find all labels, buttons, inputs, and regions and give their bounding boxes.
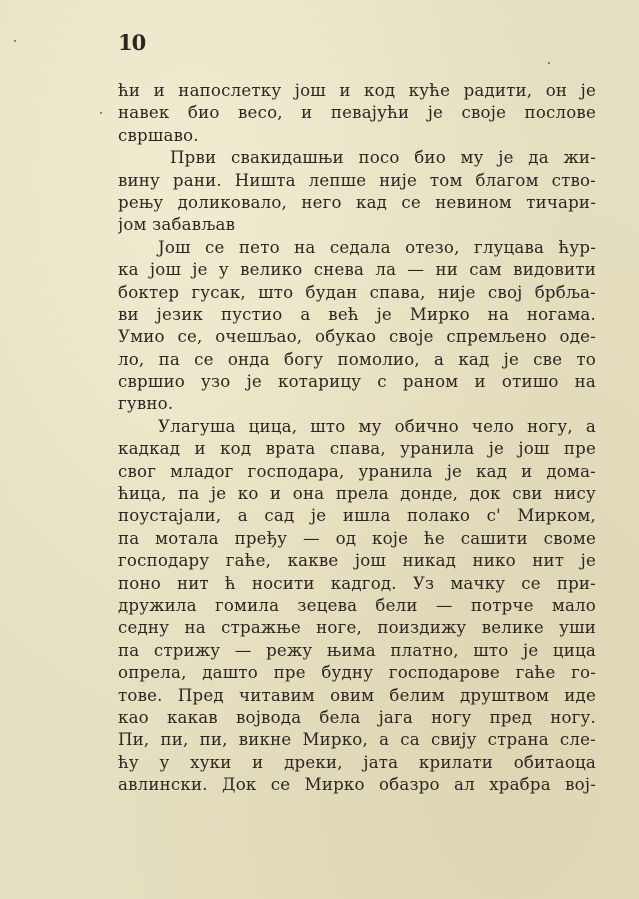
text-line: гувно. bbox=[118, 394, 174, 414]
text-line: свог младог господара, уранила је кад и дома- bbox=[118, 461, 596, 481]
text-line: опрела, дашто пре будну господарове гаће го- bbox=[118, 663, 596, 683]
text-line: седну на стражње ноге, поиздижу велике уши bbox=[118, 618, 596, 638]
text-line: тове. Пред читавим овим белим друштвом иде bbox=[118, 685, 596, 705]
text-line: Умио се, очешљао, обукао своје спремљено оде- bbox=[118, 327, 596, 347]
body-text bbox=[118, 80, 596, 797]
text-line: ћу у хуки и дреки, јата крилати обитаоца bbox=[118, 752, 596, 772]
text-line: ло, па се онда богу помолио, а кад је све то bbox=[118, 349, 596, 369]
text-line: па стрижу — режу њима платно, што је цица bbox=[118, 640, 596, 660]
text-line: боктер гусак, што будан спава, није свој брбља- bbox=[118, 282, 596, 302]
text-line: свршаво. bbox=[118, 125, 199, 145]
text-line: поно нит ћ носити кадгод. Уз мачку се при- bbox=[118, 573, 596, 593]
paragraph-first-line: Улагуша цица, што му обично чело ногу, а bbox=[158, 416, 596, 436]
paper-speck bbox=[14, 40, 16, 42]
text-line: Пи, пи, пи, викне Мирко, а са свију страна сле- bbox=[118, 730, 596, 750]
text-line: ћи и напослетку још и код куће радити, он је bbox=[118, 81, 596, 100]
page-number: 10 bbox=[118, 30, 146, 55]
text-line: као какав војвода бела јага ногу пред ногу. bbox=[118, 707, 596, 727]
text-line: навек био весо, и певајући је своје послове bbox=[118, 103, 596, 123]
text-line: ви језик пустио а већ је Мирко на ногама. bbox=[118, 304, 596, 324]
text-line: кадкад и код врата спава, уранила је још пре bbox=[118, 439, 596, 459]
text-line: авлински. Док се Мирко обазро ал храбра вој- bbox=[118, 775, 596, 795]
text-line: поустајали, а сад је ишла полако с' Мирком, bbox=[118, 506, 596, 526]
text-line: господару гаће, какве још никад нико нит је bbox=[118, 551, 596, 571]
text-line: дружила гомила зецева бели — потрче мало bbox=[118, 595, 596, 615]
text-line: вину рани. Ништа лепше није том благом ство- bbox=[118, 170, 596, 190]
paragraph-first-line: Још се пето на седала отезо, глуцава ћур- bbox=[158, 237, 596, 257]
text-line: ћица, па је ко и она прела донде, док сви нису bbox=[118, 484, 596, 504]
paper-speck bbox=[100, 112, 102, 114]
text-line: рењу доликовало, него кад се невином тичари- bbox=[118, 192, 596, 212]
text-line: свршио узо је котарицу с раном и отишо на bbox=[118, 372, 596, 392]
text-line: па мотала пређу — од које ће сашити своме bbox=[118, 528, 596, 548]
text-line: јом забављав bbox=[118, 215, 236, 235]
paper-speck bbox=[548, 62, 550, 64]
text-line: ка још је у велико снева ла — ни сам видовити bbox=[118, 260, 596, 280]
paragraph-first-line: Први свакидашњи посо био му је да жи- bbox=[170, 148, 596, 168]
